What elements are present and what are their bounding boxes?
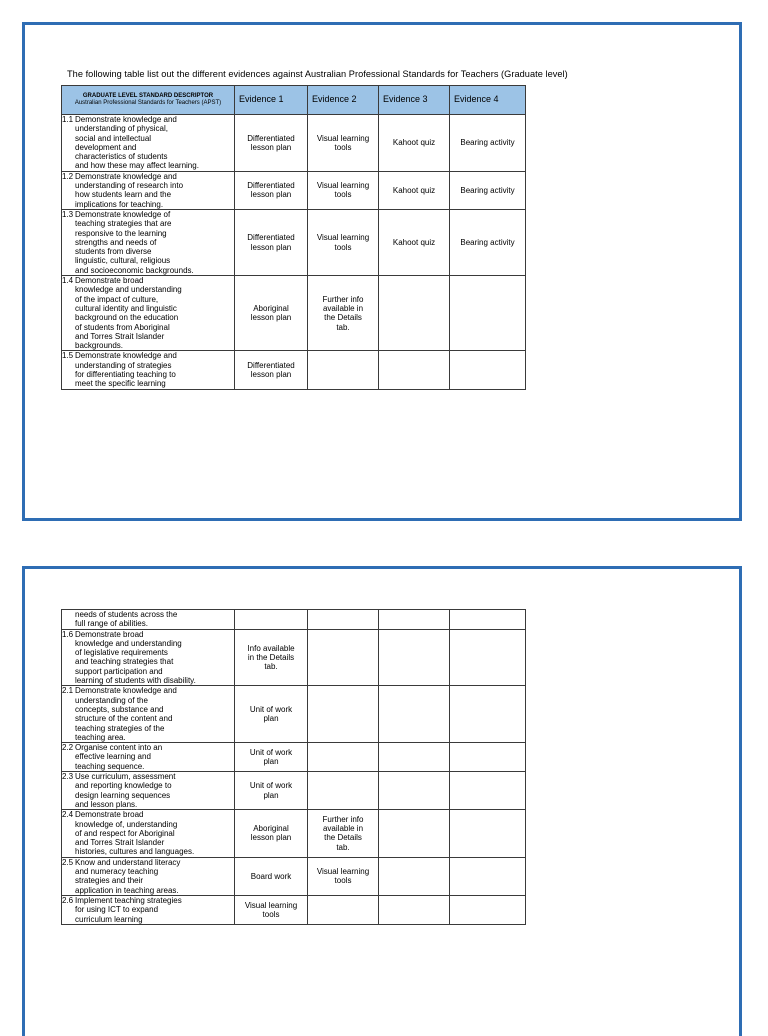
evidence-4-cell (450, 629, 526, 686)
evidence-1-cell: Board work (235, 857, 308, 895)
evidence-4-cell: Bearing activity (450, 171, 526, 209)
standard-text: Demonstrate knowledge of teaching strategies that are responsive to the learning strengths and needs of students from diverse linguistic, cultural, religious and socioeconomic backgrounds. (75, 209, 194, 275)
evidence-1-cell: Visual learning tools (235, 895, 308, 924)
standard-number: 1.2 (62, 171, 74, 181)
evidence-4-cell (450, 895, 526, 924)
header-evidence-1: Evidence 1 (235, 86, 308, 115)
evidence-1-cell: Differentiated lesson plan (235, 171, 308, 209)
standard-text: Demonstrate broad knowledge of, understanding of and respect for Aboriginal and Torres Strait Islander histories, cultures and languages. (75, 810, 195, 857)
standard-descriptor-cell (62, 610, 235, 630)
table-row (62, 115, 526, 172)
evidence-3-cell (379, 772, 450, 810)
standard-number: 1.6 (62, 629, 74, 639)
evidence-2-cell (308, 629, 379, 686)
standard-text: Demonstrate knowledge and understanding of physical, social and intellectual development and characteristics of students and how these may affect learning. (75, 115, 199, 171)
standard-descriptor-cell (62, 209, 235, 275)
standard-text: needs of students across the full range of abilities. (75, 610, 178, 629)
standard-number: 2.2 (62, 743, 74, 753)
evidence-3-cell (379, 629, 450, 686)
evidence-3-cell (379, 895, 450, 924)
standard-number: 2.1 (62, 686, 74, 696)
table-row (62, 209, 526, 275)
evidence-2-cell: Visual learning tools (308, 857, 379, 895)
standard-descriptor-cell (62, 810, 235, 857)
evidence-2-cell (308, 772, 379, 810)
standard-text: Organise content into an effective learning and teaching sequence. (75, 743, 163, 771)
evidence-1-cell: Differentiated lesson plan (235, 351, 308, 389)
evidence-3-cell (379, 857, 450, 895)
evidence-2-cell: Further info available in the Details tab. (308, 810, 379, 857)
standards-table-continued (61, 609, 526, 925)
evidence-4-cell (450, 772, 526, 810)
evidence-4-cell (450, 351, 526, 389)
evidence-1-cell: Info available in the Details tab. (235, 629, 308, 686)
evidence-4-cell (450, 610, 526, 630)
standard-descriptor-cell (62, 743, 235, 772)
standard-descriptor-cell (62, 857, 235, 895)
document-page-1 (22, 22, 742, 521)
evidence-3-cell (379, 686, 450, 743)
evidence-3-cell (379, 810, 450, 857)
evidence-1-cell: Aboriginal lesson plan (235, 276, 308, 351)
evidence-1-cell: Unit of work plan (235, 686, 308, 743)
table-row (62, 276, 526, 351)
header-evidence-3: Evidence 3 (379, 86, 450, 115)
standard-number: 2.3 (62, 772, 74, 782)
standard-number: 2.6 (62, 895, 74, 905)
standard-text: Demonstrate broad knowledge and understanding of the impact of culture, cultural identity and linguistic background on the education of students from Aboriginal and Torres Strait Islander backgrounds. (75, 276, 182, 351)
standard-text: Demonstrate knowledge and understanding of the concepts, substance and structure of the content and teaching strategies of the teaching area. (75, 686, 177, 742)
evidence-2-cell: Further info available in the Details tab. (308, 276, 379, 351)
standard-descriptor-cell (62, 171, 235, 209)
table-row (62, 857, 526, 895)
standard-text: Demonstrate knowledge and understanding of research into how students learn and the implications for teaching. (75, 171, 184, 209)
evidence-1-cell: Aboriginal lesson plan (235, 810, 308, 857)
evidence-3-cell (379, 351, 450, 389)
standard-number: 2.5 (62, 857, 74, 867)
table-row (62, 743, 526, 772)
header-descriptor-title: GRADUATE LEVEL STANDARD DESCRIPTOR (82, 93, 214, 99)
table-row (62, 895, 526, 924)
standard-number: 2.4 (62, 810, 74, 820)
standard-descriptor-cell (62, 276, 235, 351)
evidence-1-cell: Unit of work plan (235, 743, 308, 772)
standard-text: Know and understand literacy and numeracy teaching strategies and their application in teaching areas. (75, 857, 181, 895)
evidence-2-cell: Visual learning tools (308, 115, 379, 172)
standard-descriptor-cell (62, 686, 235, 743)
evidence-4-cell (450, 743, 526, 772)
header-descriptor (62, 86, 235, 115)
evidence-2-cell (308, 610, 379, 630)
table-row (62, 171, 526, 209)
evidence-2-cell (308, 743, 379, 772)
header-descriptor-subtitle: Australian Professional Standards for Teachers (APST) (74, 100, 222, 106)
table-row (62, 629, 526, 686)
evidence-3-cell (379, 276, 450, 351)
evidence-3-cell (379, 610, 450, 630)
evidence-2-cell: Visual learning tools (308, 209, 379, 275)
header-evidence-4: Evidence 4 (450, 86, 526, 115)
intro-text: The following table list out the different evidences against Australian Professional Standards for Teachers (Graduate level) (67, 69, 568, 79)
evidence-3-cell (379, 743, 450, 772)
evidence-3-cell: Kahoot quiz (379, 209, 450, 275)
evidence-1-cell: Differentiated lesson plan (235, 209, 308, 275)
standard-number: 1.5 (62, 351, 74, 361)
table-row (62, 351, 526, 389)
evidence-3-cell: Kahoot quiz (379, 171, 450, 209)
evidence-1-cell: Unit of work plan (235, 772, 308, 810)
evidence-4-cell (450, 857, 526, 895)
standard-descriptor-cell (62, 351, 235, 389)
standard-number: 1.3 (62, 209, 74, 219)
standard-number: 1.4 (62, 276, 74, 286)
standard-number: 1.1 (62, 115, 74, 124)
table-row (62, 772, 526, 810)
evidence-4-cell (450, 810, 526, 857)
evidence-3-cell: Kahoot quiz (379, 115, 450, 172)
table-header-row (62, 86, 526, 115)
standard-descriptor-cell (62, 115, 235, 172)
standard-descriptor-cell (62, 629, 235, 686)
standard-descriptor-cell (62, 772, 235, 810)
standard-text: Use curriculum, assessment and reporting knowledge to design learning sequences and lesson plans. (75, 772, 176, 809)
table-row (62, 686, 526, 743)
standard-text: Demonstrate broad knowledge and understanding of legislative requirements and teaching strategies that support participation and learning of students with disability. (75, 629, 196, 686)
evidence-4-cell (450, 276, 526, 351)
document-page-2 (22, 566, 742, 1036)
evidence-4-cell: Bearing activity (450, 115, 526, 172)
evidence-2-cell (308, 895, 379, 924)
evidence-2-cell (308, 686, 379, 743)
standard-text: Implement teaching strategies for using ICT to expand curriculum learning (75, 895, 182, 924)
evidence-1-cell (235, 610, 308, 630)
evidence-4-cell (450, 686, 526, 743)
table-row (62, 810, 526, 857)
evidence-4-cell: Bearing activity (450, 209, 526, 275)
evidence-2-cell (308, 351, 379, 389)
evidence-1-cell: Differentiated lesson plan (235, 115, 308, 172)
standard-text: Demonstrate knowledge and understanding of strategies for differentiating teaching to meet the specific learning (75, 351, 177, 389)
standards-table (61, 85, 526, 390)
standard-descriptor-cell (62, 895, 235, 924)
header-evidence-2: Evidence 2 (308, 86, 379, 115)
table-row (62, 610, 526, 630)
evidence-2-cell: Visual learning tools (308, 171, 379, 209)
